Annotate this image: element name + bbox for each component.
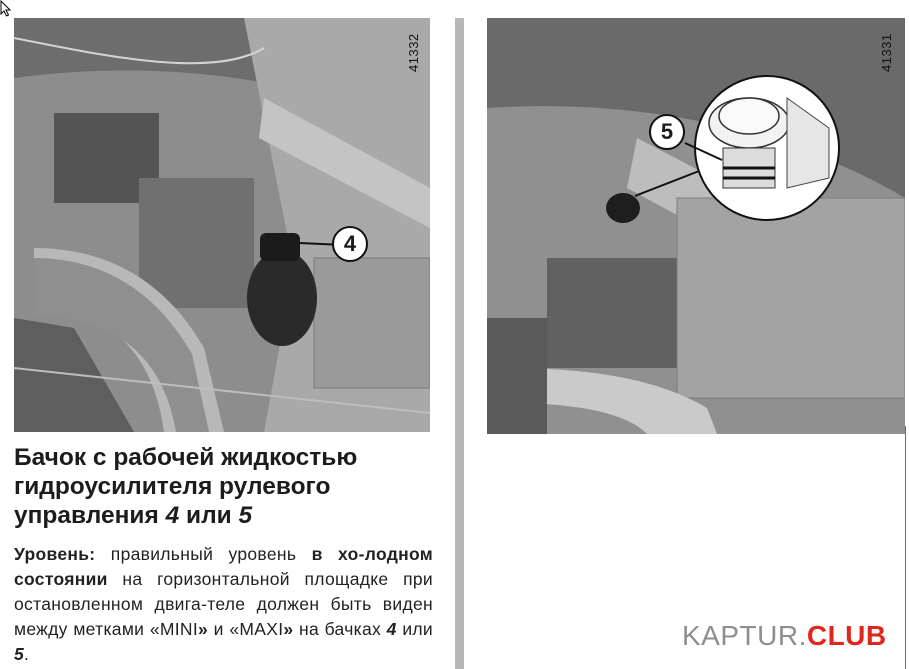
body-text-4: на бачках bbox=[293, 619, 387, 639]
heading-line-3-prefix: управления bbox=[14, 502, 166, 529]
heading-line-1: Бачок с рабочей жидкостью bbox=[14, 444, 358, 471]
mouse-cursor-icon bbox=[0, 0, 14, 18]
body-text-5: или bbox=[396, 619, 433, 639]
body-ref-4: 4 bbox=[386, 619, 397, 639]
body-text-1: правильный уровень bbox=[95, 544, 312, 564]
level-paragraph bbox=[14, 542, 433, 667]
watermark-logo bbox=[682, 620, 887, 652]
heading-line-3 bbox=[14, 501, 434, 530]
body-text-3: и «MAXI bbox=[208, 619, 284, 639]
body-bold-cold-state: в хо-лодном состоянии bbox=[14, 544, 433, 589]
heading-line-2: гидроусилителя рулевого bbox=[14, 473, 331, 500]
watermark-part-2: CLUB bbox=[806, 620, 887, 651]
figure-number-left: 41332 bbox=[406, 33, 421, 72]
figure-number-right: 41331 bbox=[879, 33, 894, 72]
engine-bay-photo-right bbox=[487, 18, 905, 434]
body-text-2: на горизонтальной площадке при остановленном двига-теле должен быть виден между метками «MINI bbox=[14, 569, 433, 639]
body-quote-2: » bbox=[283, 619, 294, 639]
body-text-6: . bbox=[24, 644, 30, 664]
body-quote-1: » bbox=[198, 619, 209, 639]
watermark-part-1: KAPTUR. bbox=[682, 620, 807, 651]
callout-4: 4 bbox=[332, 226, 368, 262]
column-divider bbox=[455, 18, 464, 669]
engine-bay-photo-left bbox=[14, 18, 430, 432]
page-edge-line bbox=[905, 426, 906, 669]
heading-joiner: или bbox=[179, 502, 239, 529]
level-label: Уровень: bbox=[14, 544, 96, 564]
section-heading bbox=[14, 443, 434, 530]
heading-ref-5: 5 bbox=[238, 502, 253, 529]
callout-5: 5 bbox=[649, 114, 685, 150]
body-ref-5: 5 bbox=[14, 644, 25, 664]
heading-ref-4: 4 bbox=[165, 502, 180, 529]
